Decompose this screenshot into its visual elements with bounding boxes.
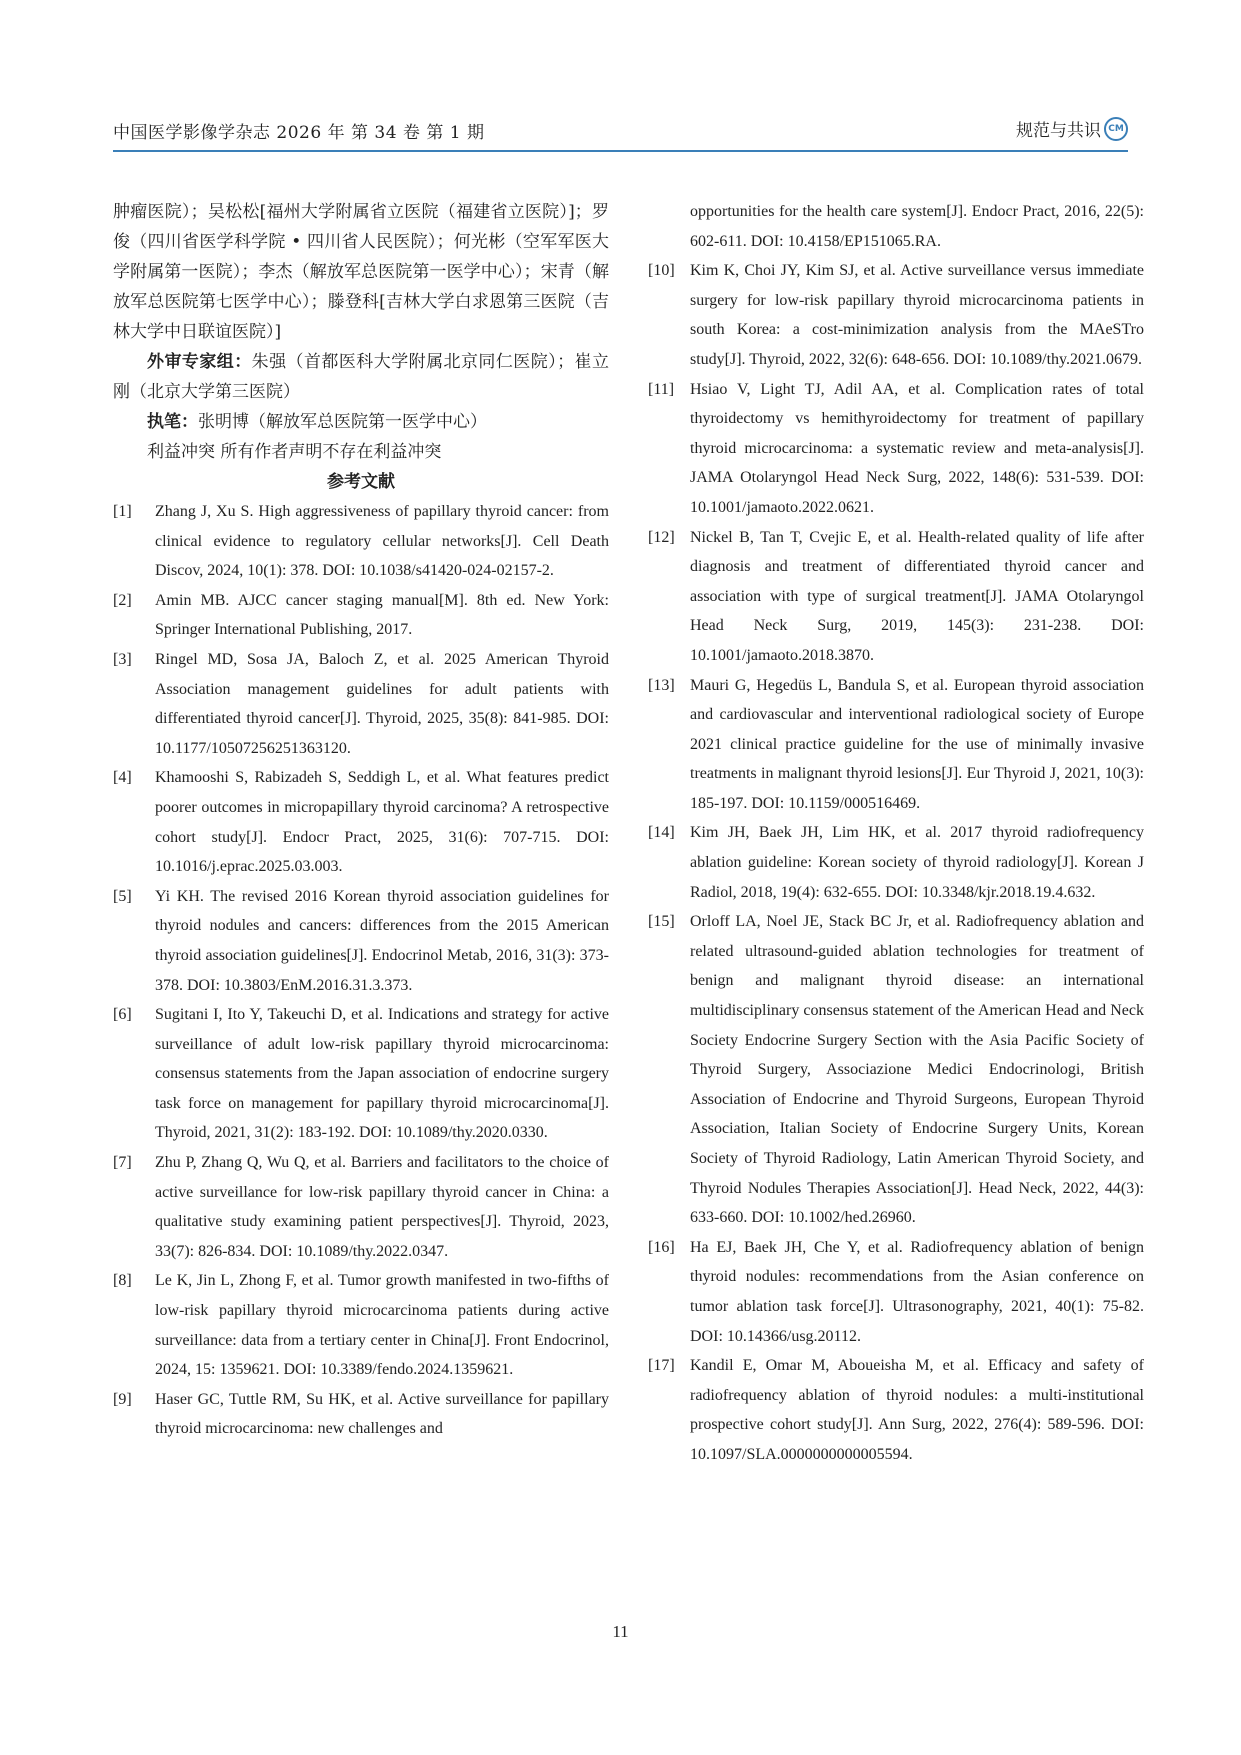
reference-item xyxy=(648,523,1144,671)
reference-text: Amin MB. AJCC cancer staging manual[M]. 8th ed. New York: Springer International Publishing, 2017. xyxy=(155,591,609,639)
journal-logo-icon: CM xyxy=(1104,117,1128,141)
reference-number: [11] xyxy=(648,380,675,398)
reference-item xyxy=(648,256,1144,374)
reference-text: Hsiao V, Light TJ, Adil AA, et al. Complication rates of total thyroidectomy vs hemithyroidectomy for treatment of papillary thyroid microcarcinoma: a systematic review and meta-analysis[J]. JAMA Otolaryngol Head Neck Surg, 2022, 148(6): 531-539. DOI: 10.1001/jamaoto.2022.0621. xyxy=(690,380,1144,516)
reference-text: Yi KH. The revised 2016 Korean thyroid association guidelines for thyroid nodules and cancers: differences from the 2015 American thyroid association guidelines[J]. Endocrinol Metab, 2016, 31(3): 373-378. DOI: 10.3803/EnM.2016.31.3.373. xyxy=(155,887,609,994)
reference-text: Ringel MD, Sosa JA, Baloch Z, et al. 2025 American Thyroid Association management guidelines for adult patients with differentiated thyroid cancer[J]. Thyroid, 2025, 35(8): 841-985. DOI: 10.1177/10507256251363120. xyxy=(155,650,609,757)
reference-item xyxy=(648,375,1144,523)
reference-number: [5] xyxy=(113,887,132,905)
reference-text: Zhu P, Zhang Q, Wu Q, et al. Barriers and facilitators to the choice of active surveillance for low-risk papillary thyroid cancer in China: a qualitative study examining patient perspectives[J]. Thyroid, 2023, 33(7): 826-834. DOI: 10.1089/thy.2022.0347. xyxy=(155,1154,609,1260)
reference-item xyxy=(648,671,1144,819)
references-list-right xyxy=(648,256,1144,1469)
reference-text: Kandil E, Omar M, Aboueisha M, et al. Efficacy and safety of radiofrequency ablation of thyroid nodules: a multi-institutional prospective cohort study[J]. Ann Surg, 2022, 276(4): 589-596. DOI: 10.1097/SLA.0000000000005594. xyxy=(690,1357,1144,1463)
conflict-statement: 利益冲突 所有作者声明不存在利益冲突 xyxy=(147,442,442,462)
reference-text: Ha EJ, Baek JH, Che Y, et al. Radiofrequency ablation of benign thyroid nodules: recommendations from the Asian conference on tumor ablation task force[J]. Ultrasonography, 2021, 40(1): 75-82. DOI: 10.14366/usg.20112. xyxy=(690,1238,1144,1345)
reference-text: Le K, Jin L, Zhong F, et al. Tumor growth manifested in two-fifths of low-risk papillary thyroid microcarcinoma patients during active surveillance: data from a tertiary center in China[J]. Front Endocrinol, 2024, 15: 1359621. DOI: 10.3389/fendo.2024.1359621. xyxy=(155,1272,609,1379)
reference-text: Kim JH, Baek JH, Lim HK, et al. 2017 thyroid radiofrequency ablation guideline: Korean society of thyroid radiology[J]. Korean J Radiol, 2018, 19(4): 632-655. DOI: 10.3348/kjr.2018.19.4.632. xyxy=(690,824,1144,901)
reference-text: Khamooshi S, Rabizadeh S, Seddigh L, et al. What features predict poorer outcomes in micropapillary thyroid carcinoma? A retrospective cohort study[J]. Endocr Pract, 2025, 31(6): 707-715. DOI: 10.1016/j.eprac.2025.03.003. xyxy=(155,769,609,876)
external-review: 外审专家组：朱强（首都医科大学附属北京同仁医院）；崔立刚（北京大学第三医院） xyxy=(113,352,610,402)
reference-item xyxy=(648,818,1144,907)
journal-info: 中国医学影像学杂志 2026 年 第 34 卷 第 1 期 xyxy=(113,123,485,143)
reference-number: [12] xyxy=(648,528,675,546)
right-column xyxy=(648,197,1144,1470)
reference-number: [13] xyxy=(648,676,675,694)
reference-number: [2] xyxy=(113,591,132,609)
reference-item xyxy=(648,1233,1144,1351)
reference-text: Nickel B, Tan T, Cvejic E, et al. Health-related quality of life after diagnosis and treatment of differentiated thyroid cancer and association with type of surgical treatment[J]. JAMA Otolaryngol Head Neck Surg, 2019, 145(3): 231-238. DOI: 10.1001/jamaoto.2018.3870. xyxy=(690,528,1144,664)
page-header xyxy=(113,116,1128,148)
reference-number: [1] xyxy=(113,503,132,520)
section-label: 规范与共识 xyxy=(1016,121,1101,141)
reference-number: [7] xyxy=(113,1154,132,1172)
writer: 执笔：张明博（解放军总医院第一医学中心） xyxy=(147,412,487,432)
header-rule xyxy=(113,150,1128,152)
reference-item xyxy=(648,1351,1144,1469)
reference-number: [6] xyxy=(113,1006,132,1024)
reference-continuation: opportunities for the health care system[J]. Endocr Pract, 2016, 22(5): 602-611. DOI: 10.4158/EP151065.RA. xyxy=(690,203,1144,250)
reference-text: Orloff LA, Noel JE, Stack BC Jr, et al. Radiofrequency ablation and related ultrasound-guided ablation technologies for treatment of benign and malignant thyroid disease: an international multidisciplinary consensus statement of the American Head and Neck Society Endocrine Surgery Section with the Asia Pacific Society of Thyroid Surgery, Associazione Medici Endocrinologi, British Association of Endocrine and Thyroid Surgeons, European Thyroid Association, Italian Society of Endocrine Surgery Units, Korean Society of Thyroid Radiology, Latin American Thyroid Society, and Thyroid Nodules Therapies Association[J]. Head Neck, 2022, 44(3): 633-660. DOI: 10.1002/hed.26960. xyxy=(690,913,1144,1227)
reference-text: Kim K, Choi JY, Kim SJ, et al. Active surveillance versus immediate surgery for low-risk papillary thyroid microcarcinoma patients in south Korea: a cost-minimization analysis from the MAeSTro study[J]. Thyroid, 2022, 32(6): 648-656. DOI: 10.1089/thy.2021.0679. xyxy=(690,262,1144,368)
reference-number: [3] xyxy=(113,650,132,668)
reference-item xyxy=(113,1000,609,1148)
reference-item xyxy=(113,882,609,1000)
reference-text: Mauri G, Hegedüs L, Bandula S, et al. European thyroid association and cardiovascular and interventional radiological society of Europe 2021 clinical practice guideline for the use of minimally invasive treatments in malignant thyroid lesions[J]. Eur Thyroid J, 2021, 10(3): 185-197. DOI: 10.1159/000516469. xyxy=(690,676,1144,812)
reference-number: [4] xyxy=(113,769,132,787)
reference-number: [14] xyxy=(648,824,675,842)
left-column xyxy=(113,197,609,1444)
references-title: 参考文献 xyxy=(327,472,395,492)
reference-number: [8] xyxy=(113,1272,132,1290)
reference-number: [16] xyxy=(648,1238,675,1256)
reference-item xyxy=(113,1148,609,1266)
page-number: 11 xyxy=(612,1622,629,1641)
references-list-left xyxy=(113,497,609,1385)
reference-item xyxy=(113,497,609,586)
reference-item xyxy=(648,907,1144,1233)
authors-continuation: 肿瘤医院）；吴松松[福州大学附属省立医院（福建省立医院）]；罗俊（四川省医学科学院 • 四川省人民医院）；何光彬（空军军医大学附属第一医院）；李杰（解放军总医院第一医学中心）；宋青（解放军总医院第七医学中心）；滕登科[吉林大学白求恩第三医院（吉林大学中日联谊医院）] xyxy=(113,202,609,342)
reference-item xyxy=(113,1266,609,1384)
reference-number: [10] xyxy=(648,262,675,280)
reference-item: [9] Haser GC, Tuttle RM, Su HK, et al. Active surveillance for papillary thyroid microcarcinoma: new challenges and xyxy=(113,1390,609,1438)
reference-item xyxy=(113,586,609,645)
reference-number: [15] xyxy=(648,913,675,931)
reference-number: [17] xyxy=(648,1357,675,1375)
reference-item xyxy=(113,763,609,881)
reference-text: Zhang J, Xu S. High aggressiveness of papillary thyroid cancer: from clinical evidence to regulatory cellular networks[J]. Cell Death Discov, 2024, 10(1): 378. DOI: 10.1038/s41420-024-02157-2. xyxy=(155,503,609,580)
section-tag xyxy=(1016,116,1128,141)
reference-item xyxy=(113,645,609,763)
reference-text: Sugitani I, Ito Y, Takeuchi D, et al. Indications and strategy for active surveillance of adult low-risk papillary thyroid microcarcinoma: consensus statements from the Japan association of endocrine surgery task force on management for papillary thyroid microcarcinoma[J]. Thyroid, 2021, 31(2): 183-192. DOI: 10.1089/thy.2020.0330. xyxy=(155,1006,609,1142)
